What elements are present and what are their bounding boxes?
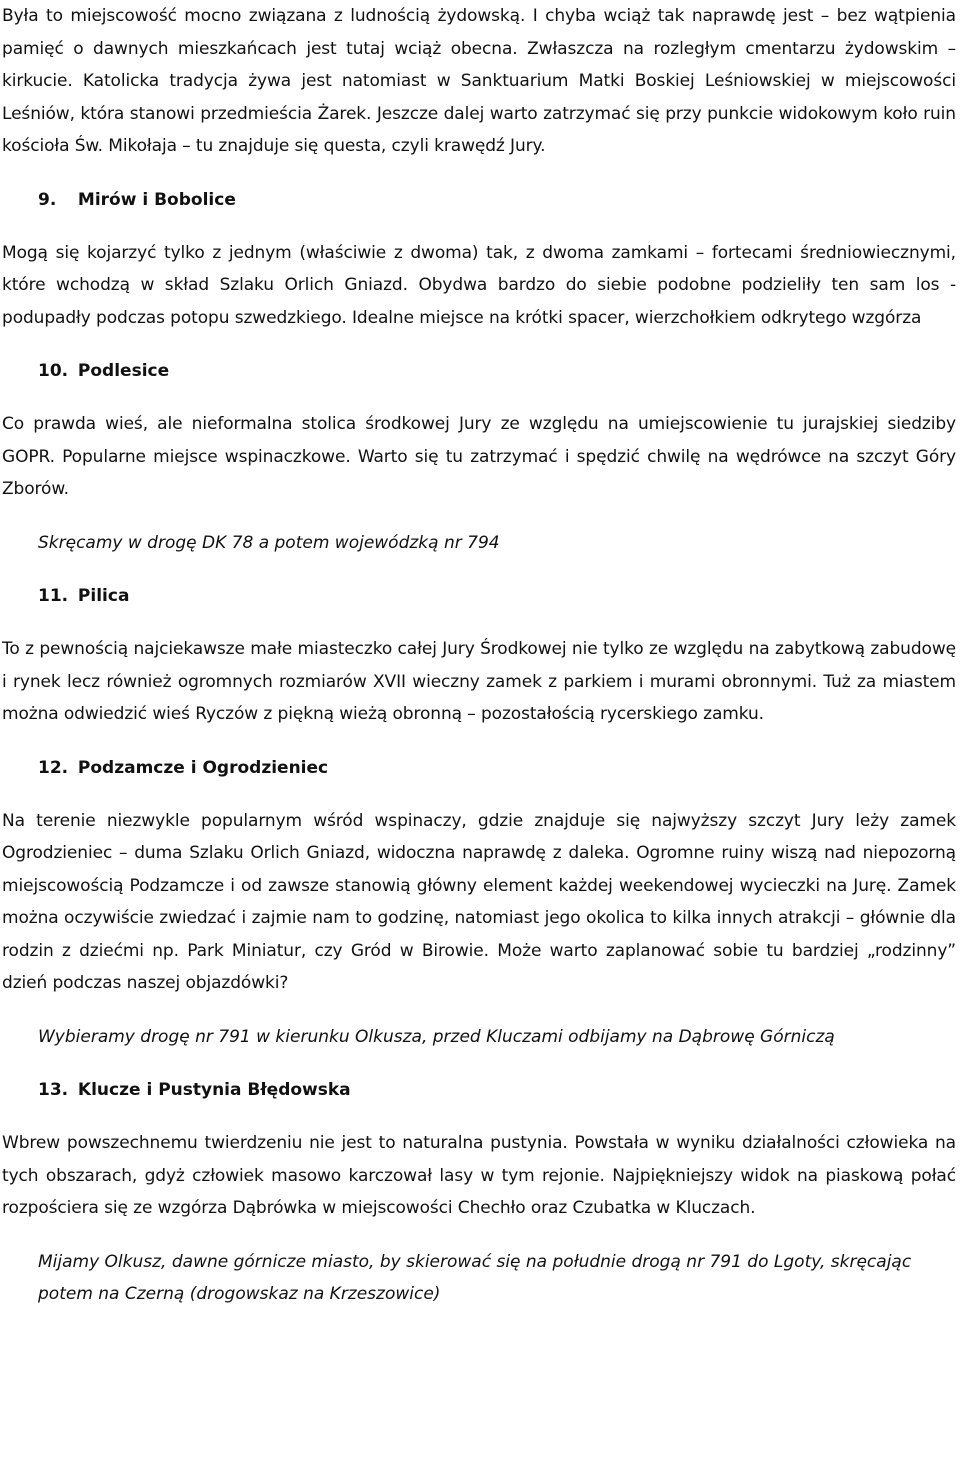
section-paragraph-10: Co prawda wieś, ale nieformalna stolica środkowej Jury ze względu na umiejscowienie tu jurajskiej siedziby GOPR. Popularne miejsce wspinaczkowe. Warto się tu zatrzymać i spędzić chwilę na wędrówce na szczyt Góry Zborów. (2, 414, 956, 499)
section-heading-9 (38, 184, 960, 216)
route-note-10: Skręcamy w drogę DK 78 a potem wojewódzką nr 794 (38, 532, 500, 553)
section-number: 11. (38, 586, 69, 606)
section-number: 9. (38, 189, 57, 210)
route-note-12: Wybieramy drogę nr 791 w kierunku Olkusza, przed Kluczami odbijamy na Dąbrowę Górniczą (38, 1026, 835, 1047)
section-paragraph-12: Na terenie niezwykle popularnym wśród wspinaczy, gdzie znajduje się najwyższy szczyt Jury leży zamek Ogrodzieniec – duma Szlaku Orlich Gniazd, widoczna naprawdę z daleka. Ogromne ruiny wiszą nad niepozorną miejscowością Podzamcze i od zawsze stanowią główny element każdej weekendowej wycieczki na Jurę. Zamek można oczywiście zwiedzać i zajmie nam to godzinę, natomiast jego okolica to kilka innych atrakcji – głównie dla rodzin z dziećmi np. Park Miniatur, czy Gród w Birowie. Może warto zaplanować sobie tu bardziej „rodzinny” dzień podczas naszej objazdówki? (2, 810, 956, 993)
intro-paragraph: Była to miejscowość mocno związana z ludnością żydowską. I chyba wciąż tak naprawdę jest – bez wątpienia pamięć o dawnych mieszkańcach jest tutaj wciąż obecna. Zwłaszcza na rozległym cmentarzu żydowskim – kirkucie. Katolicka tradycja żywa jest natomiast w Sanktuarium Matki Boskiej Leśniowskiej w miejscowości Leśniów, która stanowi przedmieścia Żarek. Jeszcze dalej warto zatrzymać się przy punkcie widokowym koło ruin kościoła Św. Mikołaja – tu znajduje się questa, czyli krawędź Jury. (2, 6, 956, 156)
section-heading-13 (38, 1074, 960, 1106)
section-title: Podlesice (77, 361, 170, 381)
section-title: Podzamcze i Ogrodzieniec (77, 757, 329, 778)
section-paragraph-9: Mogą się kojarzyć tylko z jednym (właściwie z dwoma) tak, z dwoma zamkami – fortecami średniowiecznymi, które wchodzą w skład Szlaku Orlich Gniazd. Obydwa bardzo do siebie podobne podzieliły ten sam los - podupadły podczas potopu szwedzkiego. Idealne miejsce na krótki spacer, wierzchołkiem odkrytego wzgórza (2, 242, 956, 328)
section-paragraph-11: To z pewnością najciekawsze małe miasteczko całej Jury Środkowej nie tylko ze względu na zabytkową zabudowę i rynek lecz również ogromnych rozmiarów XVII wieczny zamek z parkiem i murami obronnymi. Tuż za miastem można odwiedzić wieś Ryczów z piękną wieżą obronną – pozostałością rycerskiego zamku. (2, 639, 956, 724)
section-number: 12. (38, 757, 69, 778)
section-title: Pilica (77, 586, 130, 606)
section-title: Klucze i Pustynia Błędowska (77, 1080, 351, 1100)
section-heading-10 (38, 355, 960, 387)
route-note-13: Mijamy Olkusz, dawne górnicze miasto, by skierować się na południe drogą nr 791 do Lgoty, skręcając potem na Czerną (drogowskaz na Krzeszowice) (38, 1251, 912, 1304)
section-title: Mirów i Bobolice (77, 189, 236, 210)
section-heading-12 (38, 752, 960, 784)
section-heading-11 (38, 580, 960, 612)
section-number: 13. (38, 1080, 69, 1100)
section-number: 10. (38, 361, 69, 381)
section-paragraph-13: Wbrew powszechnemu twierdzeniu nie jest to naturalna pustynia. Powstała w wyniku działalności człowieka na tych obszarach, gdyż człowiek masowo karczował lasy w tym rejonie. Najpiękniejszy widok na piaskową połać rozpościera się ze wzgórza Dąbrówka w miejscowości Chechło oraz Czubatka w Kluczach. (2, 1133, 956, 1218)
